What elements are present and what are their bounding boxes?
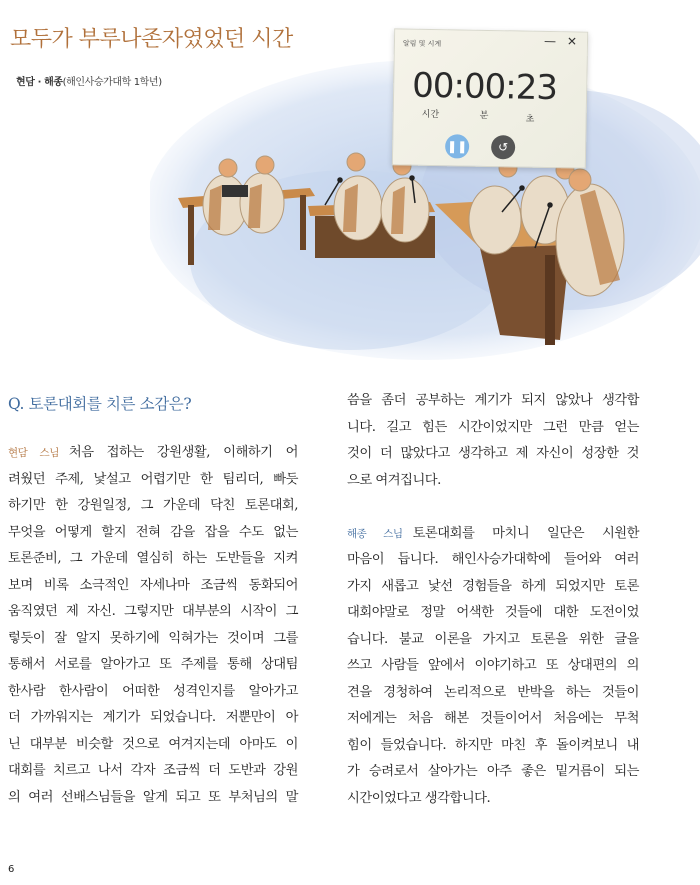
text-line: 니다. 길고 힘든 시간이었지만 그런 만큼 얻는 [347,419,639,435]
stopwatch-time: 00:00:23 [411,65,558,109]
text-line: 한사람 한사람이 어떠한 성격인지를 알아가고 [8,683,298,699]
byline-names: 현담 · 해종 [16,77,63,88]
text-line: 려웠던 주제, 낯설고 어렵기만 한 팀리더, 빠듯 [8,471,298,487]
unit-seconds: 초 [525,114,535,125]
question-heading: Q. 토론대회를 치른 소감은? [8,395,192,413]
text-line: 습니다. 불교 이론을 가지고 토론을 위한 글을 [347,631,639,647]
text-line: 것이 더 많았다고 생각하고 제 자신이 성장한 것 [347,446,639,461]
pause-button[interactable] [445,134,469,158]
close-button[interactable]: ✕ [566,34,578,49]
reset-icon: ↺ [497,140,509,155]
byline [16,73,162,88]
blank-line [347,494,639,521]
text-line: 쓰고 사람들 앞에서 이야기하고 또 상대편의 의 [347,658,639,673]
unit-minutes: 분 [479,110,489,121]
article-title: 모두가 부루나존자였었던 시간 [10,27,293,52]
text-line: 처음 접하는 강원생활, 이해하기 어 [68,445,298,460]
right-column [347,388,639,812]
text-line: 가 승려로서 살아가는 아주 좋은 밑거름이 되는 [347,764,639,779]
text-line: 대회야말로 정말 어색한 것들에 대한 도전이었 [347,605,639,620]
text-line: 움직였던 제 자신. 그렇지만 대부분의 시작이 그 [8,604,298,619]
unit-hours: 시간 [421,109,440,121]
text-line: 마음이 듭니다. 해인사승가대학에 들어와 여러 [347,552,639,567]
text-line: 하기만 한 강원일정, 그 가운데 닥친 토론대회, [8,498,298,513]
text-line: 힘이 들었습니다. 하지만 마친 후 돌이켜보니 내 [347,737,639,753]
minimize-button[interactable]: — [543,33,557,49]
laptop [222,185,248,197]
text-line: 보며 비록 소극적인 자세나마 조금씩 동화되어 [8,577,298,593]
text-line: 견을 경청하여 논리적으로 반박을 하는 것들이 [347,684,639,700]
text-line: 닌 대부분 비슷할 것으로 여겨지는데 아마도 이 [8,736,298,752]
text-line: 통해서 서로를 알아가고 또 주제를 통해 상대팀 [8,657,298,672]
pause-icon: ❚❚ [446,139,468,154]
left-column [8,440,298,811]
text-line: 으로 여겨집니다. [347,472,441,488]
clock-window-title: 알림 및 시계 [402,39,442,49]
speaker-label: 해종 스님 [347,527,403,540]
text-line: 무엇을 어떻게 할지 전혀 감을 잡을 수도 없는 [8,524,298,540]
text-line: 가지 새롭고 낯선 경험들을 하게 되었지만 토론 [347,578,639,594]
text-line: 토론준비, 그 가운데 열심히 하는 도반들을 지켜 [8,551,298,566]
text-line: 렇듯이 잘 알지 못하기에 익혀가는 것이며 그를 [8,630,298,646]
speaker-label: 현담 스님 [8,447,59,459]
text-line: 더 가까워지는 계기가 되었습니다. 저뿐만이 아 [8,710,298,725]
text-line: 저에게는 처음 해본 것들이어서 처음에는 무척 [347,711,639,726]
text-line: 토론대회를 마치니 일단은 시원한 [412,525,639,541]
clock-window [392,28,588,168]
text-line: 의 여러 선배스님들을 알게 되고 또 부처님의 말 [8,789,298,805]
reset-button[interactable] [491,135,515,159]
text-line: 대회를 치르고 나서 각자 조금씩 더 도반과 강원 [8,763,298,778]
page-number: 6 [8,864,15,875]
text-line: 씀을 좀더 공부하는 계기가 되지 않았나 생각합 [347,393,639,408]
answer1-first-line [8,440,298,467]
answer2-first-line [347,521,639,548]
byline-affiliation: (해인사승가대학 1학년) [62,77,162,88]
text-line: 시간이었다고 생각합니다. [347,790,491,806]
